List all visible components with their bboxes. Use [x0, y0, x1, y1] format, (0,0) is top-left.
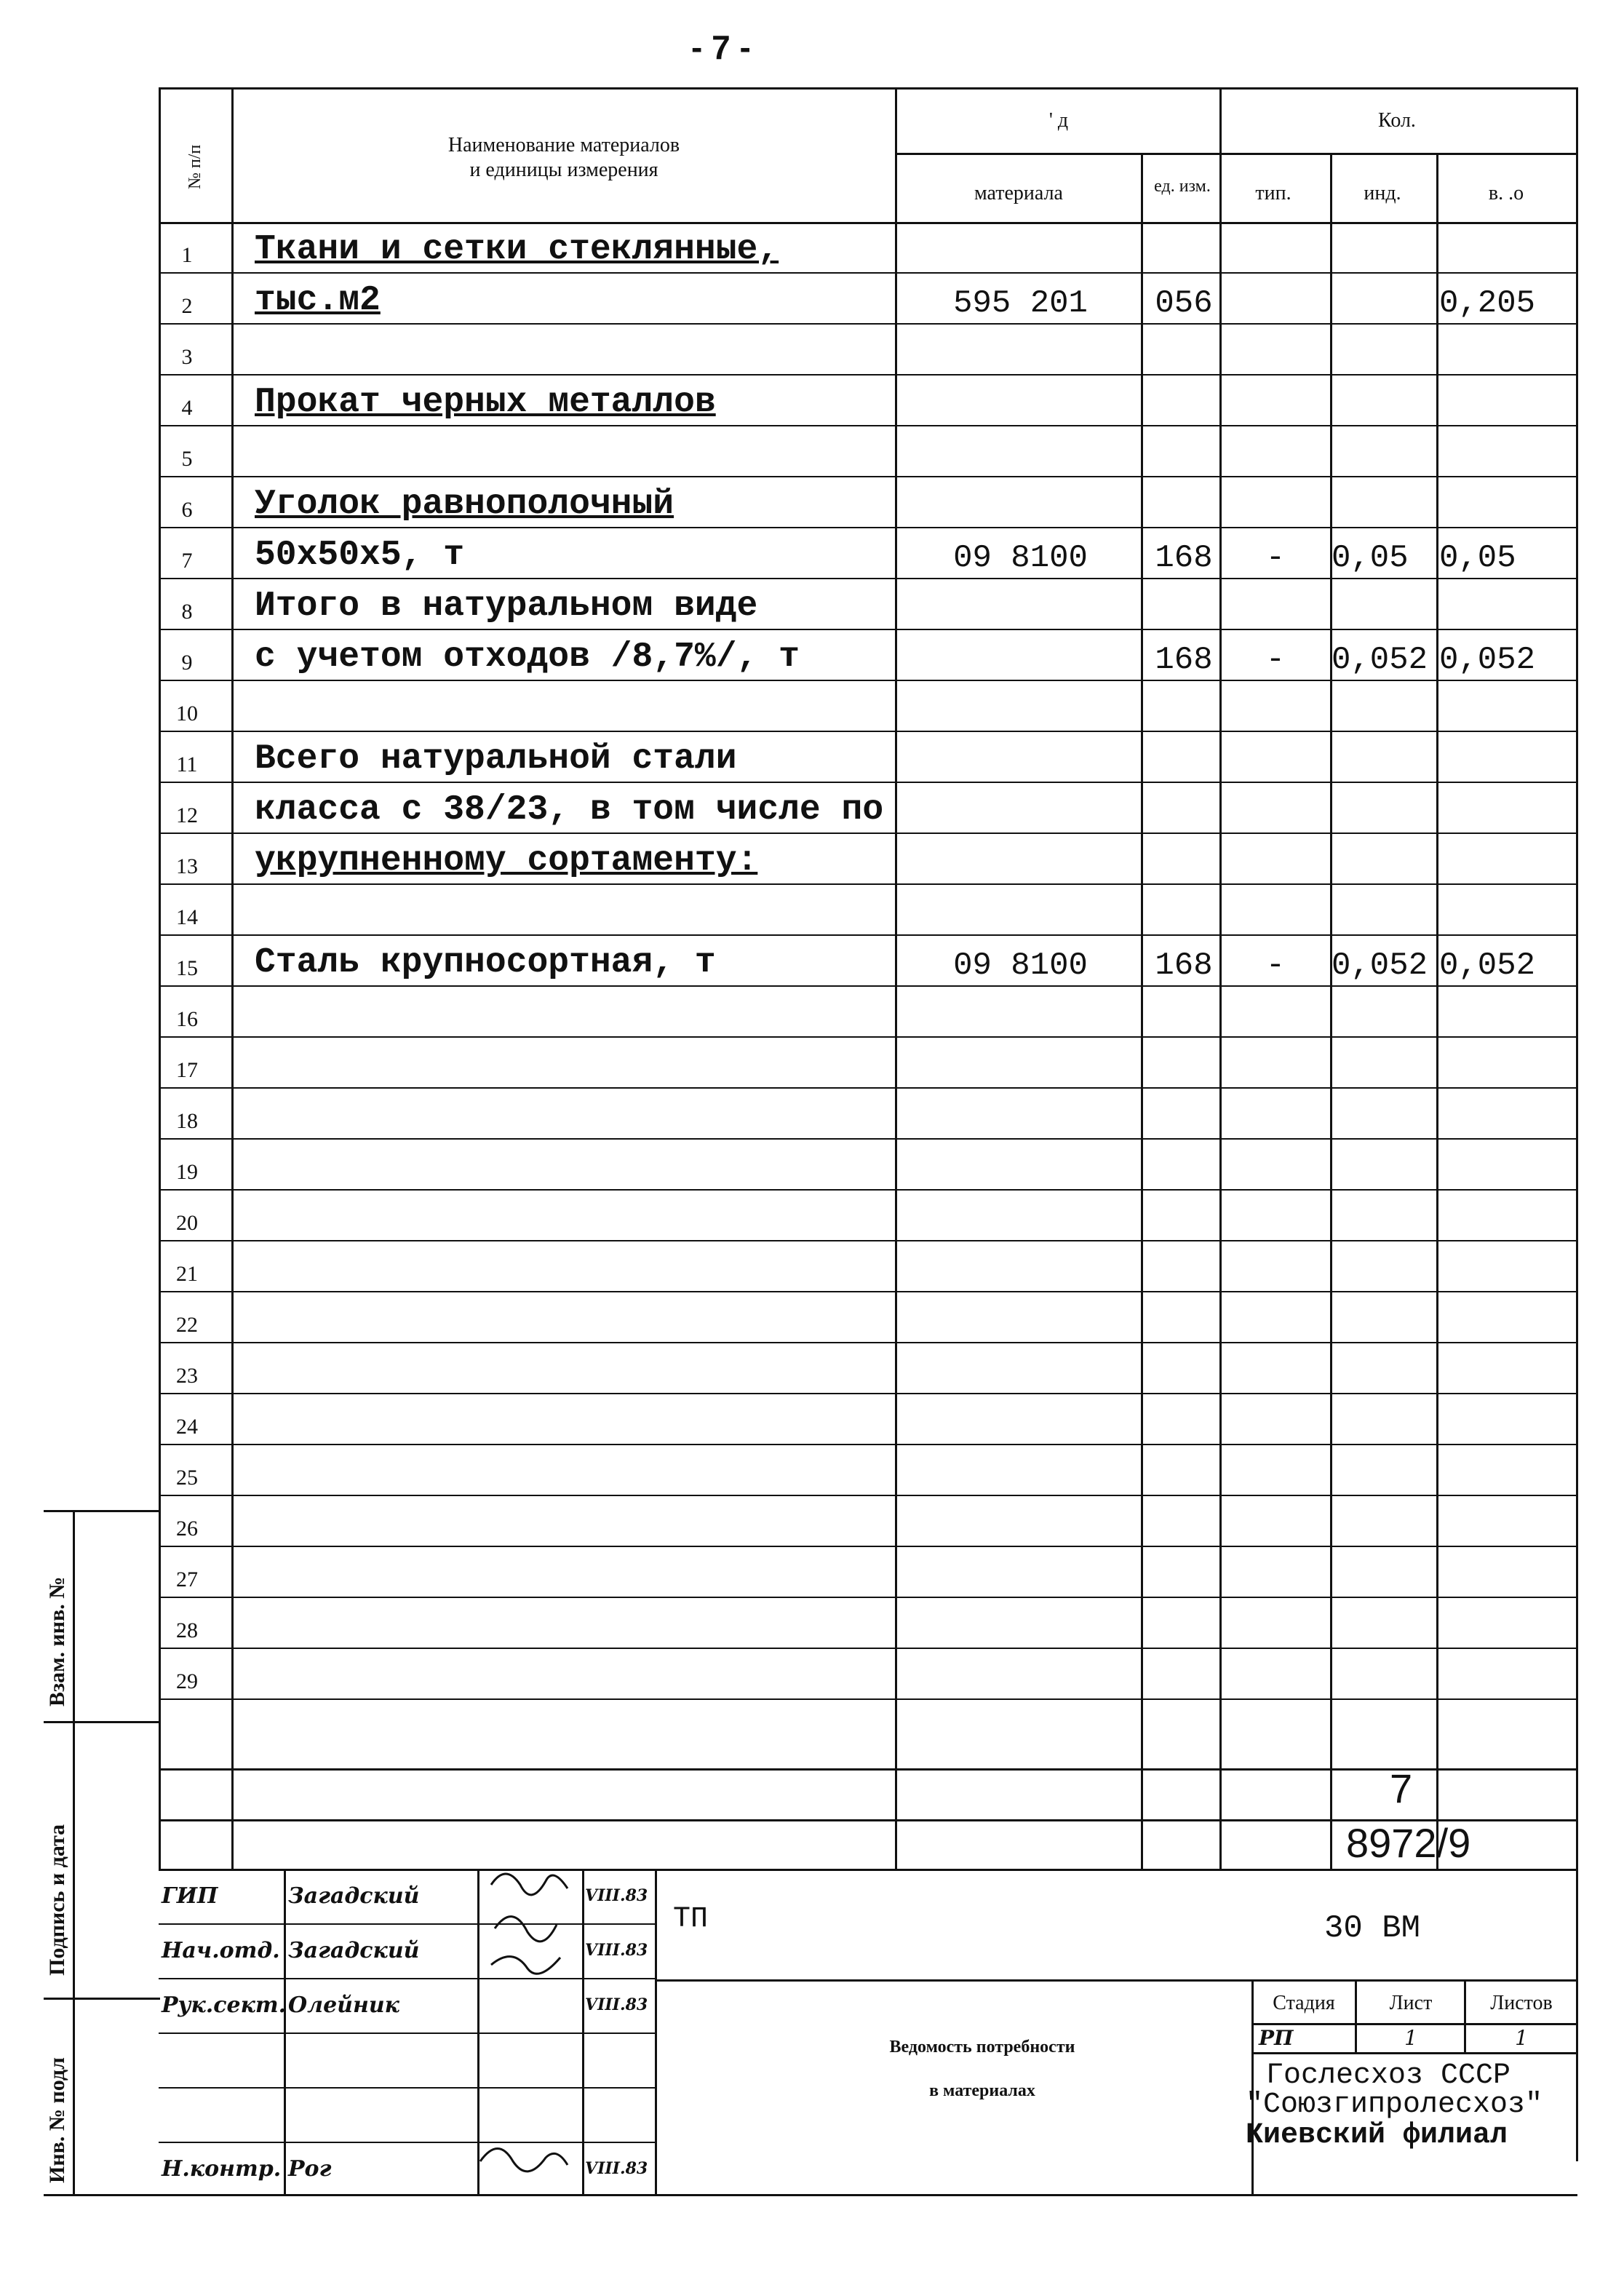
signature-mark-4	[480, 2149, 568, 2171]
stage-value: РП	[1259, 2026, 1294, 2050]
row-number: 19	[176, 1160, 198, 1184]
row-number: 17	[176, 1058, 198, 1082]
row-name: Итого в натуральном виде	[255, 587, 758, 626]
row-name: Всего натуральной стали	[255, 739, 737, 779]
row-number: 29	[176, 1669, 198, 1693]
row-name: с учетом отходов /8,7%/, т	[255, 637, 800, 677]
stamp-date: VIII.83	[585, 1941, 648, 1960]
row-number: 8	[181, 600, 193, 624]
row-unit-code: 056	[1155, 285, 1213, 322]
row-number: 12	[176, 803, 198, 827]
row-number: 7	[181, 549, 193, 573]
row-qty-individual: 0,052	[1332, 642, 1428, 678]
row-material-code: 09 8100	[953, 947, 1088, 984]
row-number: 23	[176, 1364, 198, 1388]
side-label-inventory: Инв. № подл	[45, 2057, 69, 2183]
stage-label: Стадия	[1273, 1992, 1335, 2014]
signature-mark-2	[495, 1917, 557, 1942]
signature-mark-3	[491, 1957, 560, 1974]
row-number: 9	[181, 651, 193, 675]
row-number: 18	[176, 1109, 198, 1133]
row-name: тыс.м2	[255, 281, 381, 320]
signature-mark-1	[491, 1874, 568, 1895]
row-name: Ткани и сетки стеклянные,	[255, 230, 779, 269]
sheet-value: 1	[1404, 2026, 1417, 2050]
doc-title-line2: в материалах	[929, 2081, 1035, 2100]
row-number: 10	[176, 702, 198, 726]
side-label-replacement: Взам. инв. №	[45, 1576, 69, 1706]
stamp-role: ГИП	[162, 1883, 218, 1909]
row-qty-total: 0,052	[1439, 642, 1536, 678]
row-number: 28	[176, 1618, 198, 1642]
row-qty-typical: -	[1265, 642, 1286, 678]
org-line1: Гослесхоз СССР	[1266, 2059, 1511, 2092]
header-name-line1: Наименование материалов	[447, 134, 680, 156]
row-number: 20	[176, 1211, 198, 1235]
row-number: 24	[176, 1415, 198, 1439]
row-qty-individual: 0,052	[1332, 947, 1428, 984]
stamp-date: VIII.83	[585, 1886, 648, 1905]
stamp-date: VIII.83	[585, 2159, 648, 2178]
doc-title-line1: Ведомость потребности	[889, 2038, 1075, 2057]
stamp-role: Н.контр.	[162, 2156, 282, 2182]
stamp-name: Загадский	[288, 1938, 420, 1963]
project-number: 8972/9	[1346, 1820, 1471, 1866]
row-number: 14	[176, 905, 198, 929]
row-name: укрупненному сортаменту:	[255, 841, 758, 881]
row-number: 16	[176, 1007, 198, 1031]
header-qty-total: в. .о	[1488, 182, 1524, 204]
header-qty-group: Кол.	[1378, 109, 1416, 132]
row-number: 21	[176, 1262, 198, 1286]
row-unit-code: 168	[1155, 540, 1213, 576]
side-label-signature: Подпись и дата	[45, 1824, 69, 1976]
header-code-material: материала	[974, 182, 1063, 204]
row-qty-total: 0,205	[1439, 285, 1536, 322]
row-number: 3	[181, 345, 193, 369]
sheets-value: 1	[1515, 2026, 1528, 2050]
row-number: 2	[181, 294, 193, 318]
row-number: 6	[181, 498, 193, 522]
header-qty-individual: инд.	[1364, 182, 1401, 204]
sheet-label: Лист	[1389, 1992, 1433, 2014]
row-number: 4	[181, 396, 193, 420]
row-number: 22	[176, 1313, 198, 1337]
header-qty-typical: тип.	[1255, 182, 1291, 204]
row-number: 27	[176, 1567, 198, 1592]
row-qty-total: 0,052	[1439, 947, 1536, 984]
stamp-name: Олейник	[288, 1992, 399, 2018]
row-unit-code: 168	[1155, 947, 1213, 984]
row-number: 5	[181, 447, 193, 471]
row-material-code: 09 8100	[953, 540, 1088, 576]
row-number: 25	[176, 1466, 198, 1490]
page-number: - 7 -	[691, 28, 751, 66]
org-line3: Киевский филиал	[1246, 2119, 1508, 2152]
row-qty-total: 0,05	[1439, 540, 1516, 576]
row-number: 13	[176, 854, 198, 878]
row-name: 50х50х5, т	[255, 536, 465, 575]
header-row-number: № п/п	[186, 144, 204, 189]
stamp-name: Рог	[288, 2156, 332, 2182]
row-name: Уголок равнополочный	[255, 485, 674, 524]
row-name: Прокат черных металлов	[255, 383, 716, 422]
row-name: класса с 38/23, в том числе по	[255, 790, 884, 830]
header-name-line2: и единицы измерения	[469, 159, 658, 181]
row-unit-code: 168	[1155, 642, 1213, 678]
row-material-code: 595 201	[953, 285, 1088, 322]
stamp-date: VIII.83	[585, 1995, 648, 2014]
row-number: 15	[176, 956, 198, 980]
org-line2: "Союзгипролесхоз"	[1246, 2089, 1543, 2121]
row-qty-typical: -	[1265, 947, 1286, 984]
stamp-role: Нач.отд.	[162, 1938, 280, 1963]
row-number: 1	[181, 243, 193, 267]
stamp-name: Загадский	[288, 1883, 420, 1909]
sheet-mark: 7	[1390, 1765, 1413, 1811]
row-number: 26	[176, 1517, 198, 1541]
header-code-unit: ед. изм.	[1154, 177, 1211, 196]
doc-type: ТП	[673, 1903, 709, 1936]
row-qty-individual: 0,05	[1332, 540, 1409, 576]
row-name: Сталь крупносортная, т	[255, 943, 716, 982]
row-number: 11	[176, 752, 198, 776]
doc-code: 30 ВМ	[1324, 1910, 1421, 1947]
sheets-label: Листов	[1490, 1992, 1553, 2014]
stamp-role: Рук.сект.	[162, 1992, 287, 2018]
row-qty-typical: -	[1265, 540, 1286, 576]
header-code-group: ' д	[1048, 109, 1069, 132]
